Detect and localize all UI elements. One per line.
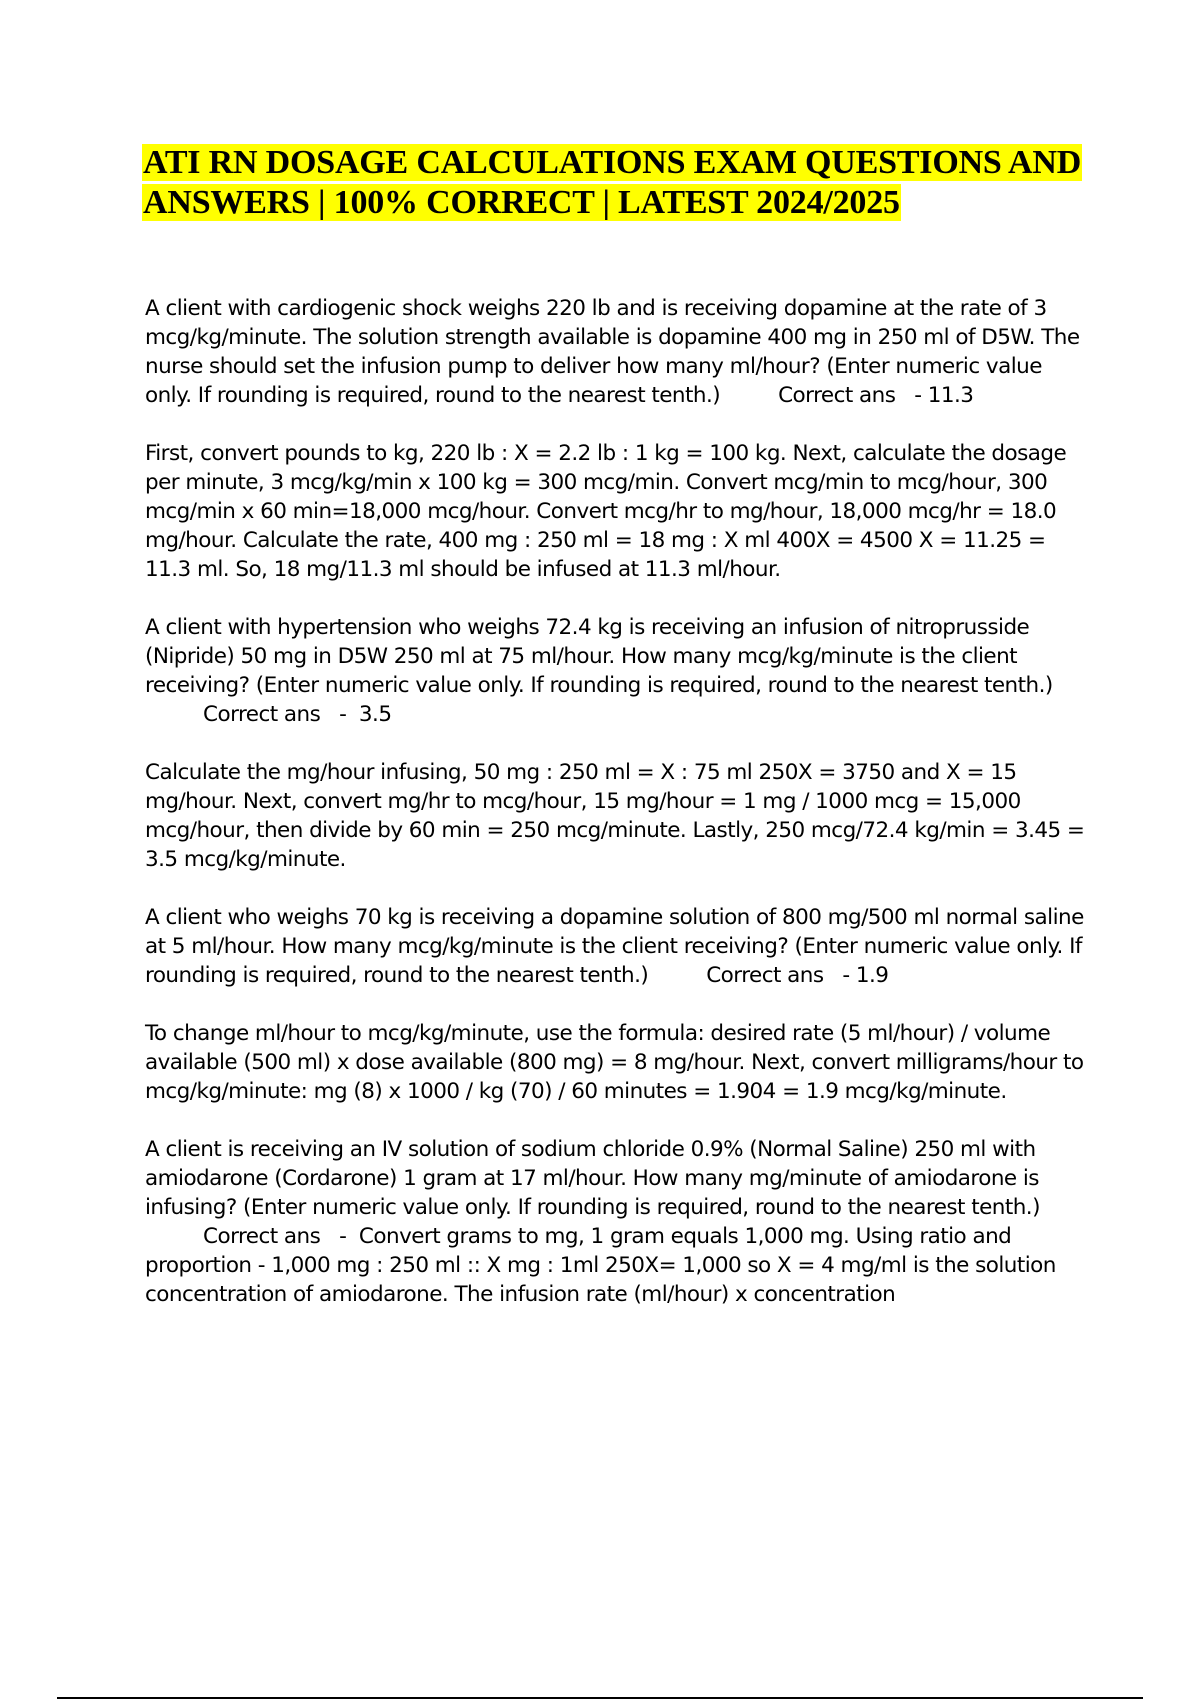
question-3 xyxy=(145,903,1090,990)
correct-label: Correct ans xyxy=(203,702,321,727)
question-3-answer: 1.9 xyxy=(855,963,889,988)
question-3-text: A client who weighs 70 kg is receiving a dopamine solution of 800 mg/500 ml normal saline at 5 ml/hour. How many mcg/kg/minute is the client receiving? (Enter numeric value only. If rounding is required, round to the nearest tenth.) xyxy=(145,905,1084,988)
question-1-text: A client with cardiogenic shock weighs 220 lb and is receiving dopamine at the rate of 3 mcg/kg/minute. The solution strength available is dopamine 400 mg in 250 ml of D5W. The nurse should set the infusion pump to deliver how many ml/hour? (Enter numeric value only. If rounding is required, round to the nearest tenth.) xyxy=(145,296,1080,408)
footer-divider xyxy=(57,1697,1143,1699)
question-4-text: A client is receiving an IV solution of sodium chloride 0.9% (Normal Saline) 250 ml with amiodarone (Cordarone) 1 gram at 17 ml/hour. How many mg/minute of amiodarone is infusing? (Enter numeric value only. If rounding is required, round to the nearest tenth.) xyxy=(145,1137,1040,1220)
rationale-2: Calculate the mg/hour infusing, 50 mg : 250 ml = X : 75 ml 250X = 3750 and X = 15 mg/hour. Next, convert mg/hr to mcg/hour, 15 mg/hour = 1 mg / 1000 mcg = 15,000 mcg/hour, then divide by 60 min = 250 mcg/minute. Lastly, 250 mcg/72.4 kg/min = 3.45 = 3.5 mcg/kg/minute. xyxy=(145,760,1085,872)
question-2-text: A client with hypertension who weighs 72.4 kg is receiving an infusion of nitroprusside (Nipride) 50 mg in D5W 250 ml at 75 ml/hour. How many mcg/kg/minute is the client receiving? (Enter numeric value only. If rounding is required, round to the nearest tenth.) xyxy=(145,615,1053,698)
question-4 xyxy=(145,1135,1090,1309)
document-title xyxy=(142,143,1082,223)
correct-label: Correct ans xyxy=(706,963,824,988)
question-2-answer: 3.5 xyxy=(358,702,392,727)
rationale-3: To change ml/hour to mcg/kg/minute, use the formula: desired rate (5 ml/hour) / volume available (500 ml) x dose available (800 mg) = 8 mg/hour. Next, convert milligrams/hour to mcg/kg/minute: mg (8) x 1000 / kg (70) / 60 minutes = 1.904 = 1.9 mcg/kg/minute. xyxy=(145,1021,1084,1104)
question-1-answer: 11.3 xyxy=(927,383,974,408)
title-highlight: ATI RN DOSAGE CALCULATIONS EXAM QUESTIONS AND ANSWERS | 100% CORRECT | LATEST 2024/2025 xyxy=(143,144,1082,221)
correct-label: Correct ans xyxy=(203,1224,321,1249)
rationale-1: First, convert pounds to kg, 220 lb : X = 2.2 lb : 1 kg = 100 kg. Next, calculate the dosage per minute, 3 mcg/kg/min x 100 kg = 300 mcg/min. Convert mcg/min to mcg/hour, 300 mcg/min x 60 min=18,000 mcg/hour. Convert mcg/hr to mg/hour, 18,000 mcg/hr = 18.0 mg/hour. Calculate the rate, 400 mg : 250 ml = 18 mg : X ml 400X = 4500 X = 11.25 = 11.3 ml. So, 18 mg/11.3 ml should be infused at 11.3 ml/hour. xyxy=(145,441,1067,582)
answer-dash: - xyxy=(842,963,850,988)
answer-dash: - xyxy=(339,1224,347,1249)
question-2 xyxy=(145,613,1090,729)
question-4-answer: Convert grams to mg, 1 gram equals 1,000 mg. Using ratio and proportion - 1,000 mg : 250 ml :: X mg : 1ml 250X= 1,000 so X = 4 mg/ml is the solution concentration of amiodarone. The infusion rate (ml/hour) x concentration xyxy=(145,1224,1056,1307)
document-body xyxy=(145,294,1090,1338)
correct-label: Correct ans xyxy=(778,383,896,408)
answer-dash: - xyxy=(914,383,922,408)
question-1 xyxy=(145,294,1090,410)
answer-dash: - xyxy=(339,702,347,727)
